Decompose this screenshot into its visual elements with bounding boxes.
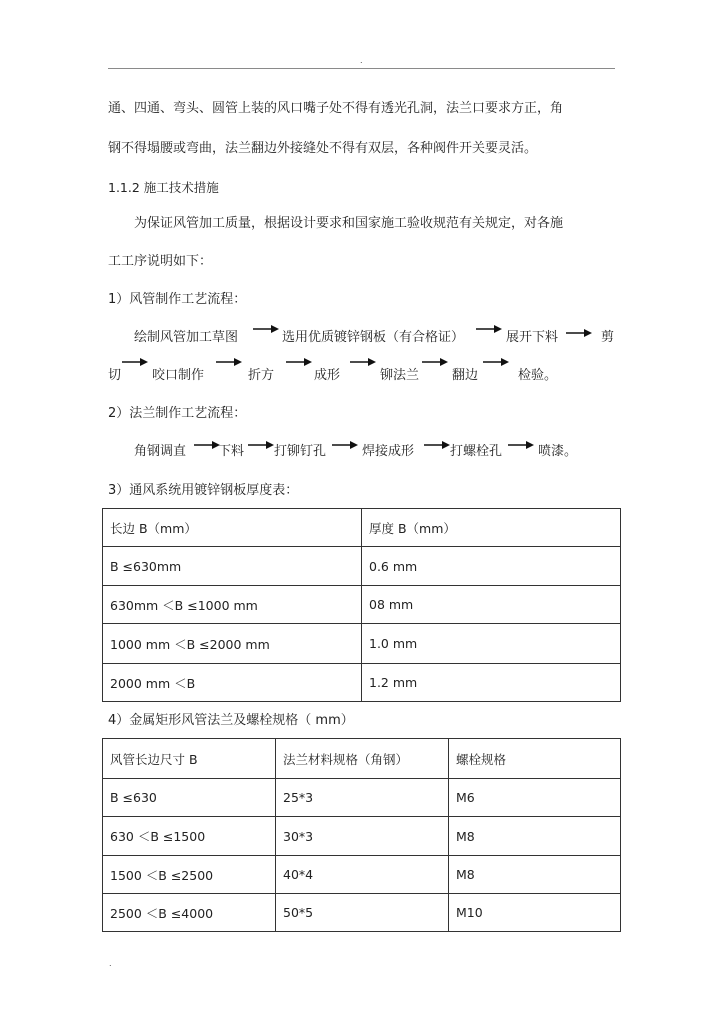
table-cell: 1500 ＜B ≤2500 bbox=[103, 856, 276, 894]
flow2-step-5: 打螺栓孔 bbox=[450, 444, 503, 459]
table-cell: 630 ＜B ≤1500 bbox=[103, 817, 276, 856]
table-cell: 40*4 bbox=[276, 856, 449, 894]
header-dot: . bbox=[360, 56, 363, 65]
table-row bbox=[103, 547, 621, 586]
table-row bbox=[103, 817, 621, 856]
table-header-cell: 螺栓规格 bbox=[449, 739, 621, 779]
table-cell: 08 mm bbox=[362, 586, 621, 624]
arrow-right-icon bbox=[422, 357, 448, 367]
arrow-right-icon bbox=[424, 440, 450, 450]
arrow-right-icon bbox=[253, 324, 279, 334]
arrow-right-icon bbox=[483, 357, 509, 367]
intro-line-2: 工工序说明如下： bbox=[108, 254, 213, 269]
arrow-right-icon bbox=[248, 440, 274, 450]
arrow-right-icon bbox=[194, 440, 220, 450]
arrow-right-icon bbox=[508, 440, 534, 450]
flow1-step-6: 咬口制作 bbox=[152, 368, 205, 383]
table-row bbox=[103, 624, 621, 664]
flange-bolt-spec-table bbox=[102, 738, 621, 932]
intro-line-1: 为保证风管加工质量，根据设计要求和国家施工验收规范有关规定，对各施 bbox=[134, 216, 564, 231]
table2-title: 4）金属矩形风管法兰及螺栓规格（ mm） bbox=[108, 713, 354, 728]
table-cell: 1.0 mm bbox=[362, 624, 621, 664]
arrow-right-icon bbox=[216, 357, 242, 367]
flow1-title: 1）风管制作工艺流程： bbox=[108, 292, 247, 307]
section-title: 1.1.2 施工技术措施 bbox=[108, 180, 219, 195]
table-cell: M10 bbox=[449, 894, 621, 932]
arrow-right-icon bbox=[350, 357, 376, 367]
flow2-step-6: 喷漆。 bbox=[538, 444, 578, 459]
arrow-right-icon bbox=[476, 324, 502, 334]
flow2-step-4: 焊接成形 bbox=[362, 444, 415, 459]
flow2-step-2: 下料 bbox=[218, 444, 245, 459]
table-cell: 2500 ＜B ≤4000 bbox=[103, 894, 276, 932]
table-cell: 1.2 mm bbox=[362, 664, 621, 702]
footer-dot: . bbox=[109, 959, 112, 968]
table-row bbox=[103, 586, 621, 624]
table-header-cell: 法兰材料规格（角钢） bbox=[276, 739, 449, 779]
flow2-step-3: 打铆钉孔 bbox=[274, 444, 327, 459]
table-cell: B ≤630mm bbox=[103, 547, 362, 586]
arrow-right-icon bbox=[286, 357, 312, 367]
table-header-cell: 风管长边尺寸 B bbox=[103, 739, 276, 779]
steel-thickness-table bbox=[102, 508, 621, 702]
table-cell: 630mm ＜B ≤1000 mm bbox=[103, 586, 362, 624]
flow1-step-2: 选用优质镀锌钢板（有合格证） bbox=[282, 330, 465, 345]
flow1-step-8: 成形 bbox=[314, 368, 341, 383]
paragraph-line-2: 钢不得塌腰或弯曲，法兰翻边外接缝处不得有双层，各种阀件开关要灵活。 bbox=[108, 141, 538, 156]
table-cell: 1000 mm ＜B ≤2000 mm bbox=[103, 624, 362, 664]
table1-title: 3）通风系统用镀锌钢板厚度表： bbox=[108, 483, 299, 498]
flow1-step-11: 检验。 bbox=[518, 368, 558, 383]
table-cell: M6 bbox=[449, 779, 621, 817]
table-cell: 25*3 bbox=[276, 779, 449, 817]
arrow-right-icon bbox=[122, 357, 148, 367]
table-cell: M8 bbox=[449, 817, 621, 856]
table-header-row bbox=[103, 509, 621, 547]
flow2-title: 2）法兰制作工艺流程： bbox=[108, 406, 247, 421]
header-rule bbox=[108, 68, 615, 69]
table-header-cell: 厚度 B（mm） bbox=[362, 509, 621, 547]
table-row bbox=[103, 894, 621, 932]
table-cell: 0.6 mm bbox=[362, 547, 621, 586]
table-cell: B ≤630 bbox=[103, 779, 276, 817]
flow1-step-3: 展开下料 bbox=[506, 330, 559, 345]
flow1-step-5: 切 bbox=[108, 368, 122, 383]
table-cell: 30*3 bbox=[276, 817, 449, 856]
flow2-step-1: 角钢调直 bbox=[134, 444, 187, 459]
arrow-right-icon bbox=[332, 440, 358, 450]
flow1-step-4: 剪 bbox=[601, 330, 615, 345]
table-row bbox=[103, 779, 621, 817]
table-cell: 2000 mm ＜B bbox=[103, 664, 362, 702]
table-header-cell: 长边 B（mm） bbox=[103, 509, 362, 547]
table-row bbox=[103, 664, 621, 702]
paragraph-line-1: 通、四通、弯头、圆管上装的风口嘴子处不得有透光孔洞，法兰口要求方正，角 bbox=[108, 101, 564, 116]
flow1-step-9: 铆法兰 bbox=[380, 368, 420, 383]
table-cell: 50*5 bbox=[276, 894, 449, 932]
table-header-row bbox=[103, 739, 621, 779]
table-row bbox=[103, 856, 621, 894]
arrow-right-icon bbox=[566, 328, 592, 338]
flow1-step-7: 折方 bbox=[248, 368, 275, 383]
flow1-step-10: 翻边 bbox=[452, 368, 479, 383]
flow1-step-1: 绘制风管加工草图 bbox=[134, 330, 239, 345]
table-cell: M8 bbox=[449, 856, 621, 894]
